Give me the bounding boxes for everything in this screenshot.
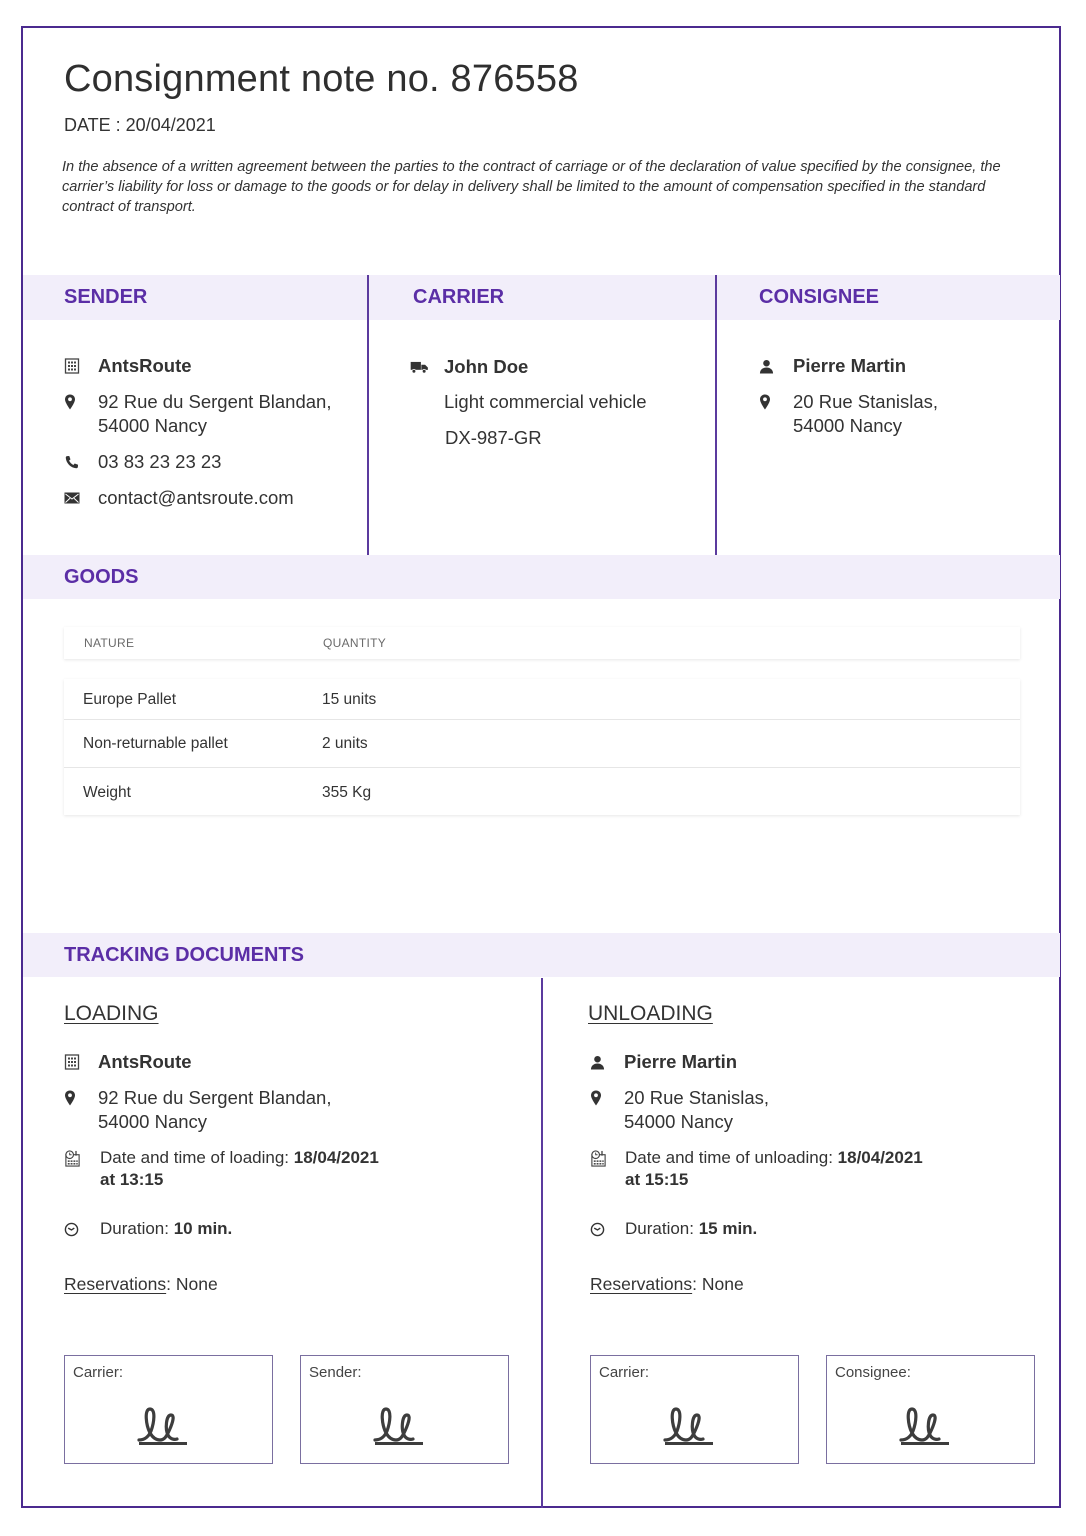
user-icon [590, 1050, 624, 1074]
sender-phone-row [64, 450, 221, 474]
column-header-quantity: QUANTITY [323, 636, 387, 650]
loading-datetime-row [64, 1147, 379, 1191]
loading-name: AntsRoute [98, 1051, 192, 1072]
clock-icon [590, 1218, 624, 1240]
loading-name-row [64, 1050, 192, 1074]
unloading-address-line1: 20 Rue Stanislas, [624, 1087, 770, 1108]
nature-cell: Non-returnable pallet [83, 735, 228, 752]
carrier-heading: CARRIER [413, 286, 505, 308]
unloading-name-row [590, 1050, 737, 1074]
tracking-heading: TRACKING DOCUMENTS [64, 944, 304, 966]
sender-address-line2: 54000 Nancy [98, 415, 208, 436]
loading-duration-value: 10 min. [173, 1219, 233, 1238]
unloading-duration-value: 15 min. [698, 1219, 758, 1238]
consignee-heading: CONSIGNEE [759, 286, 880, 308]
loading-datetime-date: 18/04/2021 [293, 1148, 379, 1167]
loading-duration-row [64, 1218, 232, 1240]
loading-datetime-time: at 13:15 [100, 1170, 164, 1189]
row-divider [64, 719, 1020, 720]
unloading-reservations [590, 1274, 744, 1295]
consignee-name: Pierre Martin [793, 355, 907, 376]
page-title: Consignment note no. 876558 [64, 58, 579, 100]
parties-header-band [23, 275, 1060, 320]
reservations-value: : None [166, 1274, 218, 1294]
document-date: DATE : 20/04/2021 [64, 115, 216, 135]
consignee-address-row [759, 390, 938, 438]
sender-email[interactable]: contact@antsroute.com [98, 487, 294, 508]
map-marker-icon [64, 1086, 98, 1110]
map-marker-icon [759, 390, 793, 414]
truck-icon [410, 355, 444, 379]
sender-address-row [64, 390, 331, 438]
consignee-address-line2: 54000 Nancy [793, 415, 903, 436]
clock-icon [64, 1218, 98, 1240]
liability-disclaimer: In the absence of a written agreement between the parties to the contract of carriage or of the declaration of value specified by the consignee, the carrier’s liability for loss or damage to the goods or for delay in delivery shall be limited to the amount of compensation specified in the standard contract of transport. [62, 159, 1001, 215]
quantity-cell: 2 units [322, 735, 368, 752]
signature-icon [899, 1400, 951, 1446]
column-header-nature: NATURE [84, 636, 135, 650]
sender-signature-box[interactable] [300, 1355, 509, 1464]
phone-icon [64, 450, 98, 474]
carrier-plate: DX-987-GR [445, 427, 542, 448]
reservations-value: : None [692, 1274, 744, 1294]
carrier-name: John Doe [444, 356, 529, 377]
calendar-clock-icon [64, 1147, 98, 1169]
unloading-datetime-time: at 15:15 [625, 1170, 689, 1189]
signature-label: Carrier: [599, 1364, 650, 1381]
sender-name-row [64, 354, 192, 378]
calendar-clock-icon [590, 1147, 624, 1169]
carrier-signature-box[interactable] [590, 1355, 799, 1464]
loading-address-line1: 92 Rue du Sergent Blandan, [98, 1087, 332, 1108]
consignee-name-row [759, 354, 906, 378]
unloading-datetime-row [590, 1147, 923, 1191]
row-divider [64, 767, 1020, 768]
nature-cell: Europe Pallet [83, 691, 177, 708]
carrier-name-row [410, 355, 528, 379]
map-marker-icon [64, 390, 98, 414]
building-icon [64, 1050, 98, 1074]
sender-phone[interactable]: 03 83 23 23 23 [98, 451, 222, 472]
user-icon [759, 354, 793, 378]
quantity-cell: 15 units [322, 691, 377, 708]
loading-duration-label: Duration: [100, 1219, 174, 1238]
signature-icon [663, 1400, 715, 1446]
signature-icon [373, 1400, 425, 1446]
unloading-address-row [590, 1086, 769, 1134]
signature-label: Sender: [309, 1364, 362, 1381]
building-icon [64, 354, 98, 378]
reservations-label: Reservations [590, 1274, 693, 1294]
column-divider [541, 978, 543, 1508]
nature-cell: Weight [83, 784, 131, 801]
loading-address-row [64, 1086, 331, 1134]
signature-icon [137, 1400, 189, 1446]
loading-title: LOADING [64, 1002, 159, 1025]
column-divider [715, 275, 717, 555]
reservations-label: Reservations [64, 1274, 167, 1294]
carrier-vehicle: Light commercial vehicle [444, 391, 647, 412]
unloading-title: UNLOADING [588, 1002, 713, 1025]
unloading-name: Pierre Martin [624, 1051, 738, 1072]
goods-heading: GOODS [64, 566, 139, 588]
signature-label: Carrier: [73, 1364, 124, 1381]
consignee-signature-box[interactable] [826, 1355, 1035, 1464]
envelope-icon [64, 486, 98, 510]
unloading-datetime-label: Date and time of unloading: [625, 1148, 838, 1167]
sender-address-line1: 92 Rue du Sergent Blandan, [98, 391, 332, 412]
quantity-cell: 355 Kg [322, 784, 372, 801]
unloading-duration-label: Duration: [625, 1219, 699, 1238]
goods-table [64, 679, 1020, 815]
map-marker-icon [590, 1086, 624, 1110]
loading-reservations [64, 1274, 218, 1295]
goods-table-header [64, 627, 1020, 659]
unloading-address-line2: 54000 Nancy [624, 1111, 734, 1132]
sender-name: AntsRoute [98, 355, 192, 376]
loading-datetime-label: Date and time of loading: [100, 1148, 294, 1167]
carrier-signature-box[interactable] [64, 1355, 273, 1464]
unloading-datetime-date: 18/04/2021 [837, 1148, 923, 1167]
sender-heading: SENDER [64, 286, 148, 308]
goods-header-band [23, 555, 1060, 599]
unloading-duration-row [590, 1218, 757, 1240]
loading-address-line2: 54000 Nancy [98, 1111, 208, 1132]
column-divider [367, 275, 369, 555]
sender-email-row [64, 486, 294, 510]
signature-label: Consignee: [835, 1364, 911, 1381]
consignee-address-line1: 20 Rue Stanislas, [793, 391, 939, 412]
